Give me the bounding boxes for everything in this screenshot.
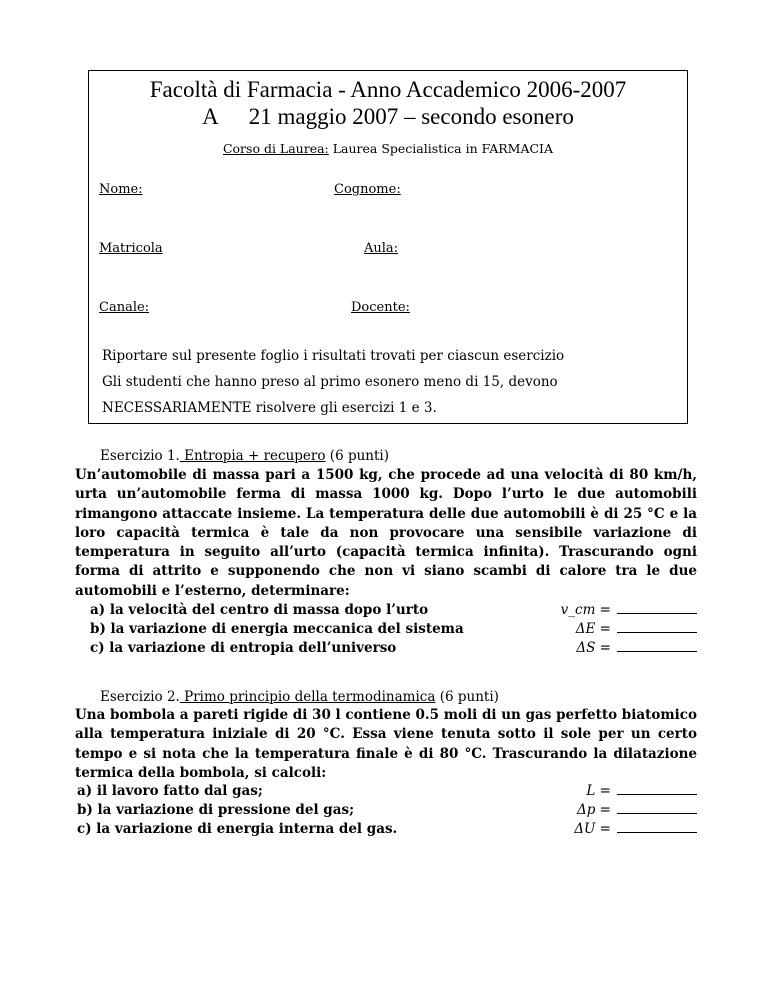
exam-subtitle [89,104,687,130]
exercise-1-points: (6 punti) [325,448,389,464]
exercise-1-text: Un’automobile di massa pari a 1500 kg, che procede ad una velocità di 80 km/h, urta un’automobile ferma di massa 1000 kg. Dopo l’urto le due automobili rimangono attaccate insieme. La temperatura delle due automobili è di 25 °C e la loro capacità termica è tale da non provocare una sensibile variazione di temperatura in seguito all’urto (capacità termica infinita). Trascurando ogni forma di attrito e supponendo che non vi siano scambi di calore tra le due automobili e l’esterno, determinare: [75,467,697,599]
nome-field: Nome: [99,182,143,197]
exercise-2-answer-b [577,802,697,818]
warning-note-1: Gli studenti che hanno preso al primo esonero meno di 15, devono [102,374,558,390]
course-label: Corso di Laurea: [222,141,329,156]
exercise-2-answer-a [586,783,697,799]
exercise-2-question-c: c) la variazione di energia interna del gas. [77,821,398,837]
exercise-1-answer-b [576,621,697,637]
answer-label: ΔS = [576,640,611,656]
course-value: Laurea Specialistica in FARMACIA [328,141,554,156]
exercise-2-title: Primo principio della termodinamica [179,689,436,705]
answer-label: Δp = [577,802,611,818]
cognome-field: Cognome: [334,182,401,197]
exercise-2-text: Una bombola a pareti rigide di 30 l contiene 0.5 moli di un gas perfetto biatomico alla temperatura iniziale di 20 °C. Essa viene tenuta sotto il sole per un certo tempo e si nota che la temperatura finale è di 80 °C. Trascurando la dilatazione termica della bombola, si calcoli: [75,707,697,781]
exam-version-letter: A [202,104,219,129]
instruction-note: Riportare sul presente foglio i risultati trovati per ciascun esercizio [102,348,565,364]
exercise-2-points: (6 punti) [435,689,499,705]
aula-field: Aula: [364,241,399,256]
exercise-1-answer-c [576,640,697,656]
answer-label: L = [586,783,611,799]
exercise-1-question-c: c) la variazione di entropia dell’universo [90,640,397,656]
exercise-1-heading [100,448,389,464]
exercise-1-title: Entropia + recupero [179,448,326,464]
warning-note-2: NECESSARIAMENTE risolvere gli esercizi 1 e 3. [102,400,437,416]
exercise-2-heading [100,689,499,705]
exercise-1-label: Esercizio 1. [100,448,180,464]
answer-blank[interactable] [617,802,697,814]
matricola-field: Matricola [99,241,163,256]
answer-label: v_cm = [560,602,611,618]
header-box [88,70,688,424]
exercise-2-answer-c [574,821,697,837]
answer-blank[interactable] [617,640,697,652]
answer-blank[interactable] [617,602,697,614]
canale-field: Canale: [99,300,150,315]
docente-field: Docente: [351,300,410,315]
exercise-2-question-a: a) il lavoro fatto dal gas; [77,783,263,799]
course-line [89,141,687,156]
answer-label: ΔE = [575,621,611,637]
answer-blank[interactable] [617,621,697,633]
exercise-2-label: Esercizio 2. [100,689,180,705]
exercise-2-question-b: b) la variazione di pressione del gas; [77,802,355,818]
exercise-1-answer-a [561,602,697,618]
exam-title: Facoltà di Farmacia - Anno Accademico 2006-2007 [149,77,627,102]
answer-blank[interactable] [617,783,697,795]
answer-blank[interactable] [617,821,697,833]
exercise-1-question-a: a) la velocità del centro di massa dopo l’urto [90,602,429,618]
answer-label: ΔU = [574,821,611,837]
exercise-1-question-b: b) la variazione di energia meccanica del sistema [90,621,464,637]
exam-date-label: 21 maggio 2007 – secondo esonero [248,104,574,129]
